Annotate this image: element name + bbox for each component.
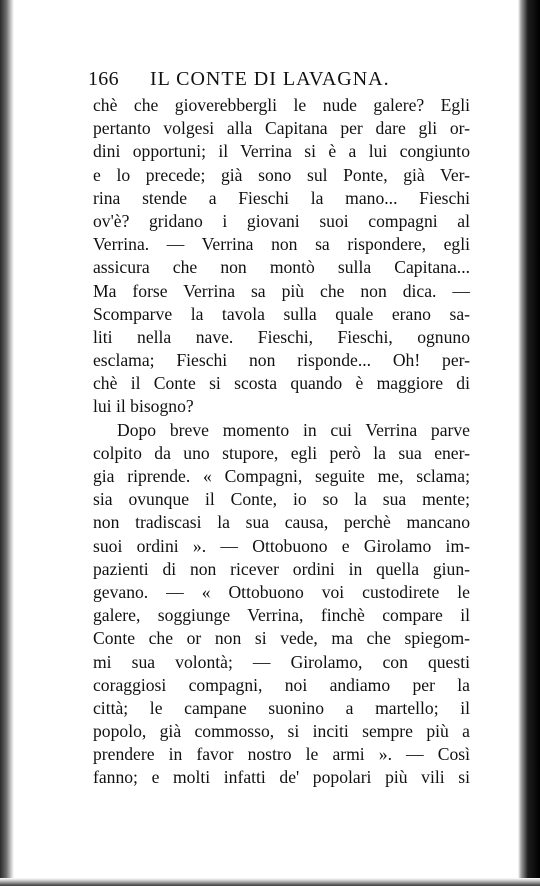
text-line: dini opportuni; il Verrina si è a lui congiunto [93, 141, 470, 162]
text-line: Conte che or non si vede, ma che spiegom- [93, 628, 470, 649]
text-line: liti nella nave. Fieschi, Fieschi, ognuno [93, 326, 470, 347]
text-line: rina stende a Fieschi la mano... Fieschi [93, 187, 470, 208]
text-line: lui il bisogno? [93, 396, 194, 417]
text-line: mi sua volontà; — Girolamo, con questi [93, 651, 470, 672]
page-edge-right [518, 0, 540, 886]
text-line: pertanto volgesi alla Capitana per dare gli or- [93, 118, 470, 139]
text-line: colpito da uno stupore, egli però la sua ener- [93, 442, 470, 463]
text-line: coraggiosi compagni, noi andiamo per la [93, 674, 470, 695]
text-line: gevano. — « Ottobuono voi custodirete le [93, 581, 470, 602]
text-line: Verrina. — Verrina non sa rispondere, egli [93, 234, 470, 255]
text-line: pazienti di non ricever ordini in quella giun- [93, 558, 470, 579]
paragraph-1 [93, 94, 470, 419]
text-line: popolo, già commosso, si inciti sempre più a [93, 721, 470, 742]
text-line: prendere in favor nostro le armi ». — Così [93, 744, 470, 765]
text-line: Dopo breve momento in cui Verrina parve [117, 419, 470, 440]
text-line: galere, soggiunge Verrina, finchè compare il [93, 605, 470, 626]
page-edge-left [0, 0, 14, 886]
text-line: città; le campane suonino a martello; il [93, 697, 470, 718]
text-line: fanno; e molti infatti de' popolari più vili si [93, 767, 470, 788]
text-line: chè il Conte si scosta quando è maggiore di [93, 373, 470, 394]
running-title: IL CONTE DI LAVAGNA. [150, 68, 390, 90]
text-line: assicura che non montò sulla Capitana... [93, 257, 470, 278]
text-line: chè che gioverebbergli le nude galere? Egli [93, 95, 470, 115]
text-line: sia ovunque il Conte, io so la sua mente; [93, 489, 470, 510]
page-number: 166 [88, 68, 119, 90]
text-line: Scomparve la tavola sulla quale erano sa- [93, 303, 470, 324]
page-header [88, 68, 478, 91]
text-line: Ma forse Verrina sa più che non dica. — [93, 280, 470, 301]
text-line: e lo precede; già sono sul Ponte, già Ver- [93, 164, 470, 185]
text-line: esclama; Fieschi non risponde... Oh! per- [93, 350, 470, 371]
text-line: ov'è? gridano i giovani suoi compagni al [93, 210, 470, 231]
text-line: suoi ordini ». — Ottobuono e Girolamo im- [93, 535, 470, 556]
text-line: gia riprende. « Compagni, seguite me, sclama; [93, 466, 470, 486]
text-line: non tradiscasi la sua causa, perchè mancano [93, 512, 470, 533]
paragraph-2 [93, 419, 470, 790]
body-text [93, 94, 470, 790]
page-edge-bottom [0, 878, 540, 886]
